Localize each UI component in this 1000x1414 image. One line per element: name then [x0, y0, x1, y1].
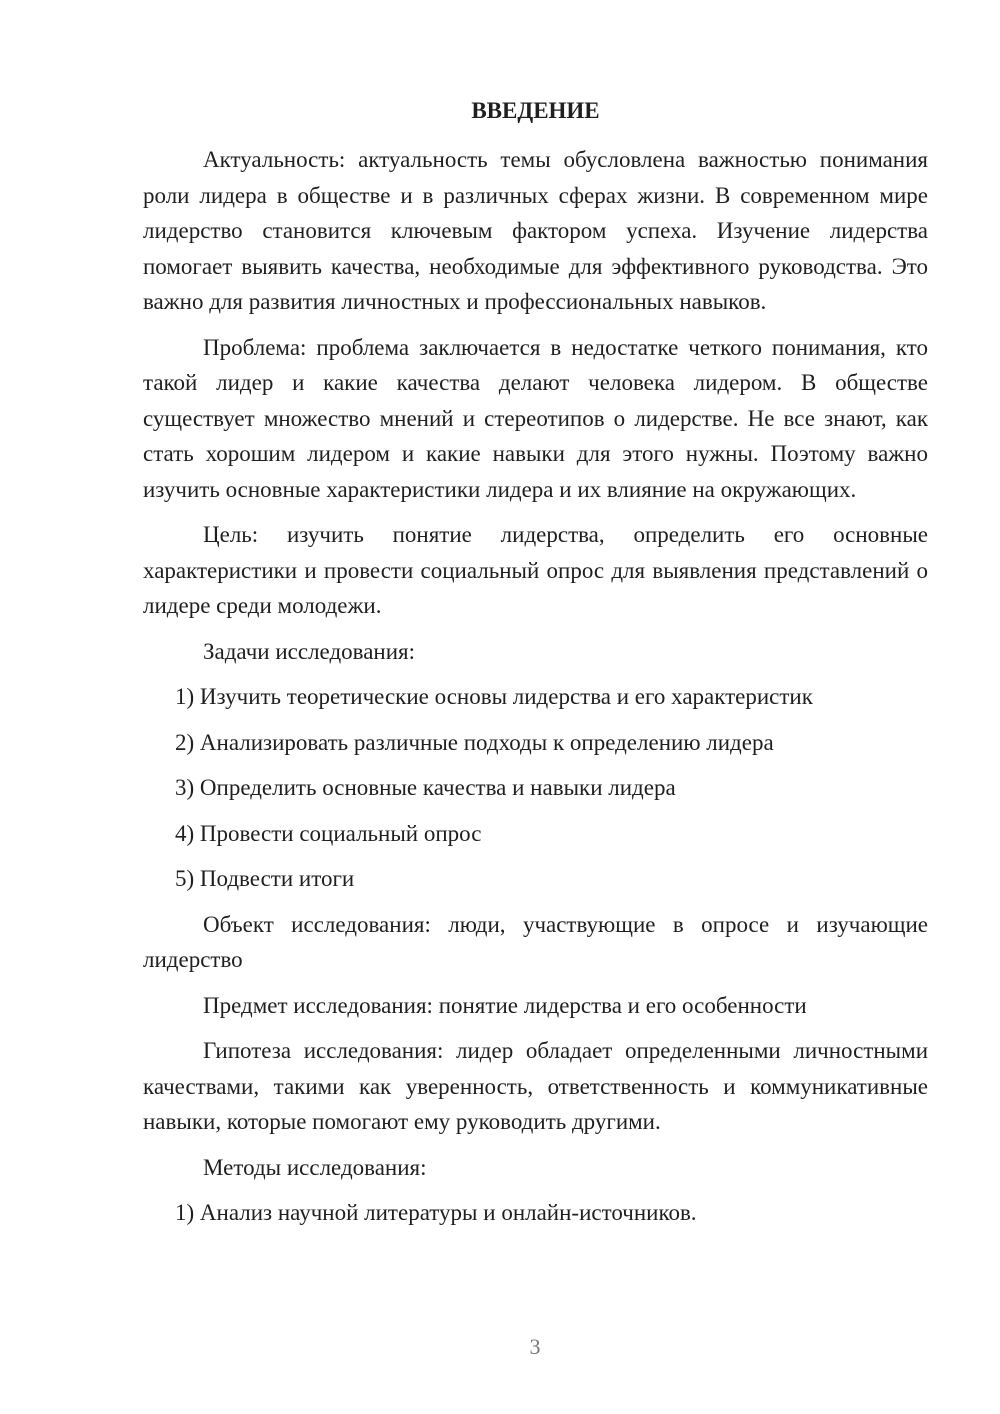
page-number: 3 [529, 1334, 541, 1359]
tasks-title: Задачи исследования: [203, 638, 416, 664]
object-paragraph: Объект исследования: люди, участвующие в опросе и изучающие лидерство [143, 911, 928, 972]
problem-paragraph: Проблема: проблема заключается в недостатке четкого понимания, кто такой лидер и какие качества делают человека лидером. В обществе существует множество мнений и стереотипов о лидерстве. Не все знают, как стать хорошим лидером и какие навыки для этого нужны. Поэтому важно изучить основные характеристики лидера и их влияние на окружающих. [143, 334, 928, 502]
task-item-2: 2) Анализировать различные подходы к определению лидера [175, 729, 774, 755]
goal-paragraph: Цель: изучить понятие лидерства, определить его основные характеристики и провести социальный опрос для выявления представлений о лидере среди молодежи. [143, 522, 928, 618]
method-item-1: 1) Анализ научной литературы и онлайн-источников. [175, 1200, 697, 1225]
task-item-5: 5) Подвести итоги [175, 866, 355, 891]
body-text [143, 142, 928, 1231]
subject-paragraph: Предмет исследования: понятие лидерства и его особенности [203, 992, 807, 1018]
task-item-1: 1) Изучить теоретические основы лидерства и его характеристик [175, 684, 813, 709]
section-heading: ВВЕДЕНИЕ [471, 98, 600, 123]
methods-title: Методы исследования: [203, 1154, 427, 1180]
hypothesis-paragraph: Гипотеза исследования: лидер обладает определенными личностными качествами, такими как уверенность, ответственность и коммуникативные навыки, которые помогают ему руководить другими. [143, 1038, 928, 1134]
task-item-3: 3) Определить основные качества и навыки лидера [175, 775, 676, 800]
task-item-4: 4) Провести социальный опрос [175, 820, 482, 846]
relevance-paragraph: Актуальность: актуальность темы обусловлена важностью понимания роли лидера в обществе и в различных сферах жизни. В современном мире лидерство становится ключевым фактором успеха. Изучение лидерства помогает выявить качества, необходимые для эффективного руководства. Это важно для развития личностных и профессиональных навыков. [143, 147, 928, 314]
